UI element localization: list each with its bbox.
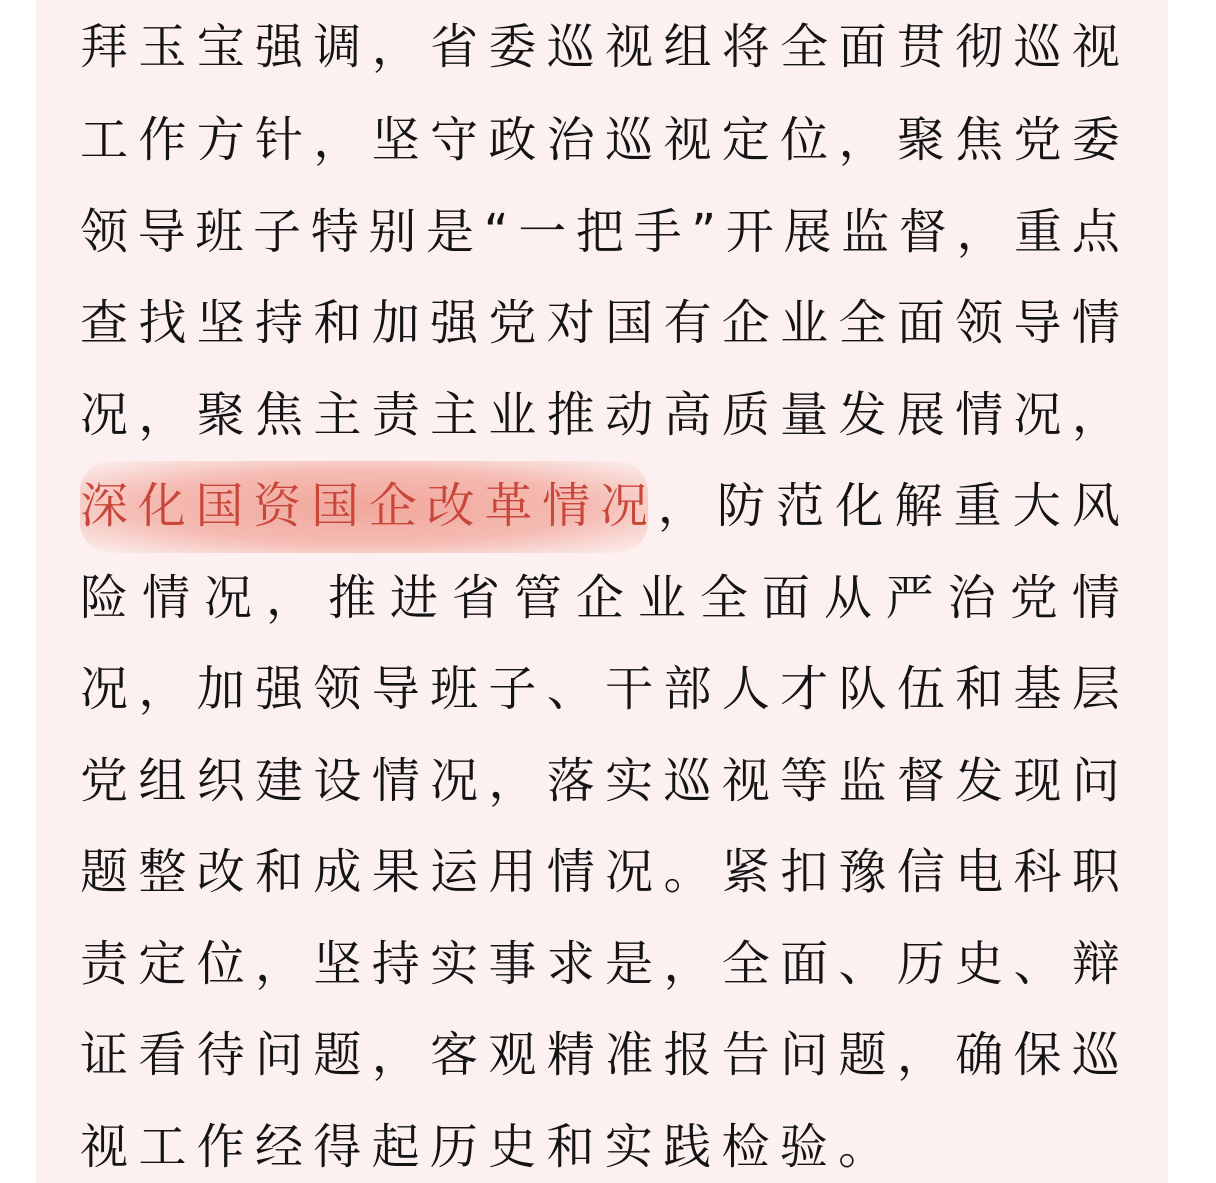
text-line: 题 整 改 和 成 果 运 用 情 况 。 紧 扣 豫 信 电 科 职 [80,844,1120,900]
text-line: 拜 玉 宝 强 调 ， 省 委 巡 视 组 将 全 面 贯 彻 巡 视 [80,19,1120,75]
article-paragraph [80,0,1120,1183]
highlighted-phrase: 深 化 国 资 国 企 改 革 情 况 [80,461,648,553]
text-line: 况 ， 加 强 领 导 班 子 、 干 部 人 才 队 伍 和 基 层 [80,661,1120,717]
text-line: 证 看 待 问 题 ， 客 观 精 准 报 告 问 题 ， 确 保 巡 [80,1027,1120,1083]
text-line: 查 找 坚 持 和 加 强 党 对 国 有 企 业 全 面 领 导 情 [80,295,1120,351]
text-line: 险 情 况 ， 推 进 省 管 企 业 全 面 从 严 治 党 情 [80,569,1120,626]
text-line: 视 工 作 经 得 起 历 史 和 实 践 检 验 。 [80,1118,887,1175]
text-line-highlighted: 深 化 国 资 国 企 改 革 情 况 ， 防 范 化 解 重 大 风 [80,461,1120,553]
text-line: 领 导 班 子 特 别 是 “ 一 把 手 ” 开 展 监 督 ， 重 点 [80,203,1120,260]
text-line: 责 定 位 ， 坚 持 实 事 求 是 ， 全 面 、 历 史 、 辩 [80,935,1120,992]
text-line: 党 组 织 建 设 情 况 ， 落 实 巡 视 等 监 督 发 现 问 [80,752,1120,809]
text-line: 工 作 方 针 ， 坚 守 政 治 巡 视 定 位 ， 聚 焦 党 委 [80,112,1120,168]
text-line: 况 ， 聚 焦 主 责 主 业 推 动 高 质 量 发 展 情 况 ， [80,386,1120,443]
